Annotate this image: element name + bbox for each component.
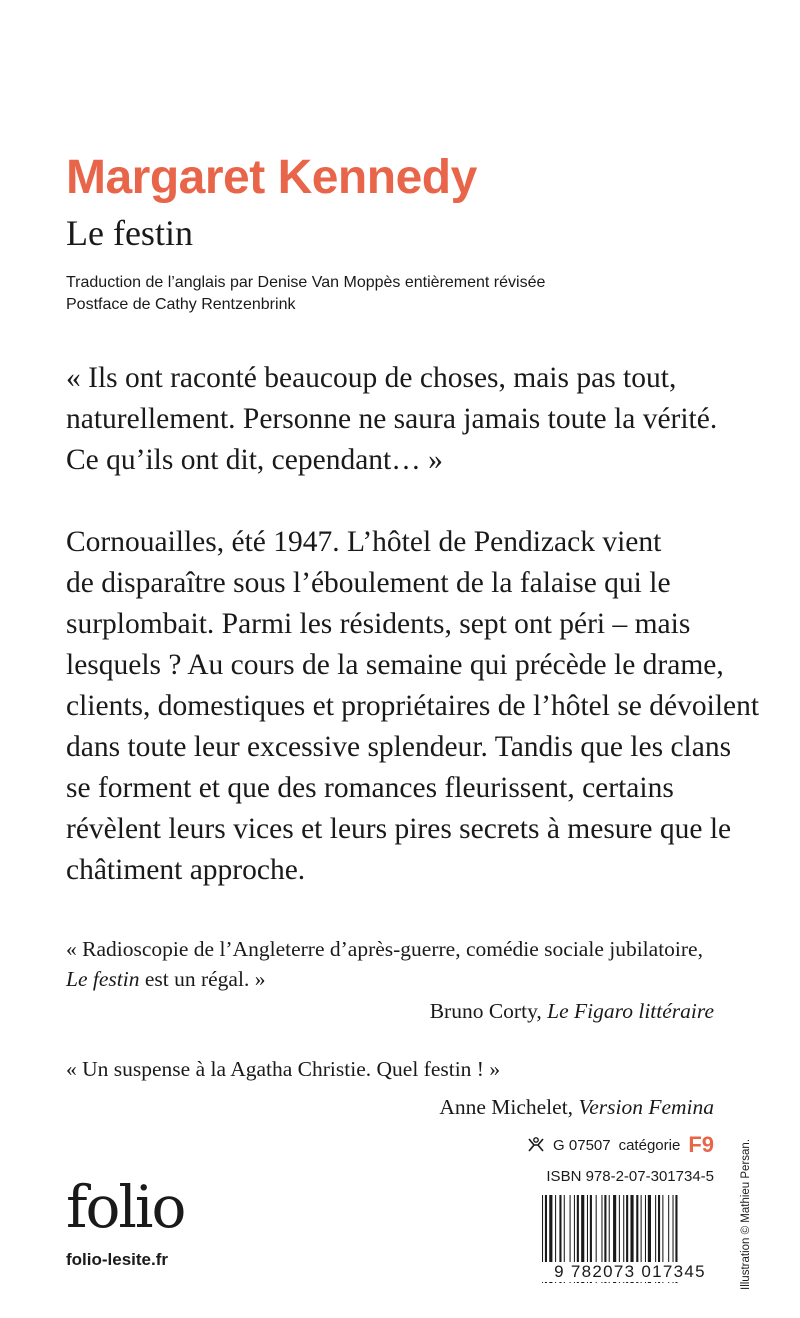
synopsis-line: de disparaître sous l’éboulement de la falaise qui le [66, 567, 671, 599]
press-quote-1-title: Le festin [66, 967, 140, 991]
category-line [527, 1132, 714, 1158]
category-label: catégorie [618, 1136, 681, 1154]
folio-logo: folio [66, 1173, 185, 1241]
opening-quote [66, 358, 746, 481]
press-quote-2-author: Anne Michelet, [439, 1095, 579, 1119]
quote-line: naturellement. Personne ne saura jamais toute la vérité. [66, 403, 718, 435]
press-quote-1-line1: « Radioscopie de l’Angleterre d’après-guerre, comédie sociale jubilatoire, [66, 937, 703, 961]
press-quote-1-rest: est un régal. » [139, 967, 266, 991]
quote-line: « Ils ont raconté beaucoup de choses, mais pas tout, [66, 362, 677, 394]
press-quote-1-source: Le Figaro littéraire [547, 999, 714, 1023]
quote-line: Ce qu’ils ont dit, cependant… » [66, 444, 443, 476]
press-quote-1-line2 [66, 964, 265, 994]
press-quote-2-attribution [439, 1092, 714, 1122]
translation-credit: Traduction de l’anglais par Denise Van Moppès entièrement révisée [66, 274, 546, 291]
press-quote-2-source: Version Femina [578, 1095, 714, 1119]
press-quote-2-line1: « Un suspense à la Agatha Christie. Quel festin ! » [66, 1057, 501, 1081]
synopsis-line: révèlent leurs vices et leurs pires secrets à mesure que le [66, 813, 732, 845]
book-title: Le festin [66, 213, 193, 253]
synopsis-line: surplombait. Parmi les résidents, sept ont péri – mais [66, 608, 691, 640]
isbn: ISBN 978-2-07-301734-5 [546, 1168, 714, 1185]
synopsis-line: dans toute leur excessive splendeur. Tandis que les clans [66, 731, 732, 763]
category-badge: F9 [688, 1132, 714, 1157]
synopsis-line: châtiment approche. [66, 854, 306, 886]
synopsis-line: se forment et que des romances fleurissent, certains [66, 772, 674, 804]
author-name: Margaret Kennedy [66, 151, 477, 204]
publisher-emblem-icon [527, 1136, 545, 1154]
synopsis-line: Cornouailles, été 1947. L’hôtel de Pendizack vient [66, 526, 662, 558]
publisher-website: folio-lesite.fr [66, 1250, 169, 1269]
afterword-credit: Postface de Cathy Rentzenbrink [66, 296, 296, 313]
synopsis [66, 522, 760, 891]
barcode-digits: 9 782073 017345 [538, 1262, 722, 1282]
synopsis-line: clients, domestiques et propriétaires de l’hôtel se dévoilent [66, 690, 760, 722]
synopsis-line: lesquels ? Au cours de la semaine qui précède le drame, [66, 649, 724, 681]
press-quote-1-attribution [430, 996, 714, 1026]
press-quote-1-author: Bruno Corty, [429, 999, 548, 1023]
illustration-credit: Illustration © Mathieu Persan. [740, 1138, 752, 1290]
gallimard-code: G 07507 [553, 1136, 611, 1154]
credits [66, 272, 545, 316]
